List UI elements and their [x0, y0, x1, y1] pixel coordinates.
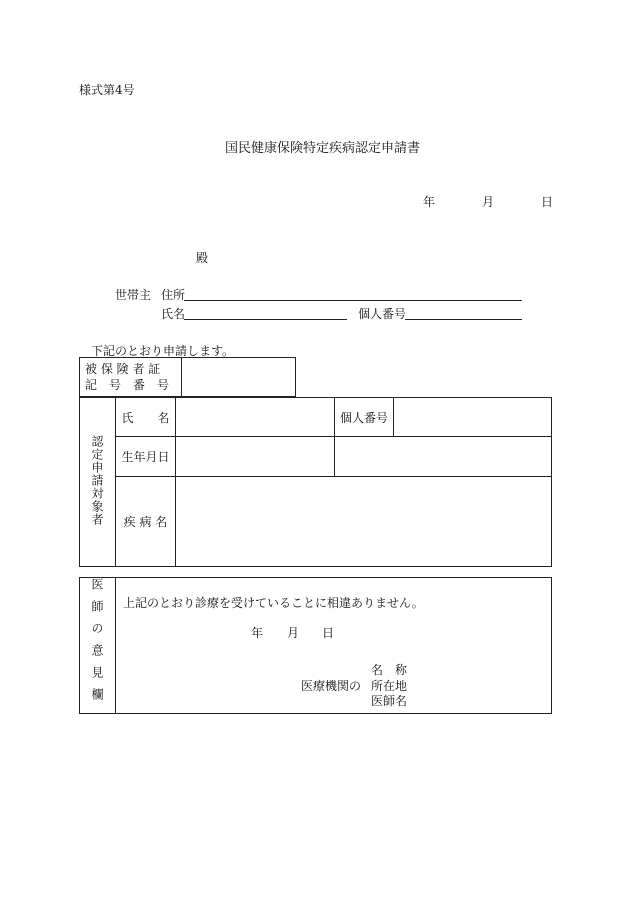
- date-month-label: 月: [482, 195, 495, 209]
- insurance-card-label-line1: 被 保 険 者 証: [85, 362, 161, 376]
- insurance-card-number-field[interactable]: [182, 358, 296, 397]
- insurance-card-label-line2: 記 号 番 号: [85, 378, 170, 392]
- applicant-birthdate-blank-cell: [335, 437, 552, 477]
- institution-name-label: 名 称: [371, 663, 408, 677]
- applicant-personal-number-label: 個人番号: [335, 398, 394, 437]
- applicant-personal-number-field[interactable]: [394, 398, 552, 437]
- form-number: 様式第4号: [79, 83, 135, 97]
- insurance-card-number-value: [182, 370, 187, 384]
- applicant-personal-number-value: [394, 410, 399, 424]
- applicant-birthdate-value: [176, 450, 181, 464]
- householder-personal-number-label: 個人番号: [358, 307, 407, 321]
- householder-name-label: 氏名: [161, 307, 186, 321]
- intro-text: 下記のとおり申請します。: [91, 344, 235, 358]
- applicant-birthdate-label: 生年月日: [116, 437, 176, 477]
- addressee-suffix: 殿: [196, 251, 209, 265]
- doctor-date-year-label: 年: [251, 626, 264, 640]
- applicant-name-value: [176, 410, 181, 424]
- householder-personal-number-field[interactable]: [405, 319, 522, 320]
- doctor-date-month-label: 月: [287, 626, 300, 640]
- institution-prefix: 医療機関の: [301, 679, 362, 693]
- applicant-birthdate-field[interactable]: [176, 437, 335, 477]
- applicant-disease-value: [176, 515, 181, 529]
- physician-name-label: 医師名: [371, 694, 408, 708]
- doctor-statement: 上記のとおり診療を受けていることに相違ありません。: [123, 596, 424, 610]
- applicant-disease-label: 疾 病 名: [116, 477, 176, 567]
- applicant-name-field[interactable]: [176, 398, 335, 437]
- doctor-section-label: 医師の意見欄: [80, 578, 116, 714]
- date-day-label: 日: [541, 195, 554, 209]
- date-year-label: 年: [423, 195, 436, 209]
- insurance-card-table: [79, 357, 296, 397]
- page-title: 国民健康保険特定疾病認定申請書: [225, 141, 421, 156]
- applicant-section-label: 認定申請対象者: [80, 398, 116, 567]
- insurance-card-label: [80, 358, 182, 397]
- doctor-date-day-label: 日: [322, 626, 335, 640]
- householder-label: 世帯主: [115, 288, 152, 302]
- householder-address-field[interactable]: [184, 300, 522, 301]
- institution-address-label: 所在地: [371, 679, 408, 693]
- applicant-disease-field[interactable]: [176, 477, 552, 567]
- applicant-table: [79, 397, 552, 567]
- householder-address-label: 住所: [161, 288, 186, 302]
- applicant-name-label: 氏 名: [116, 398, 176, 437]
- householder-name-field[interactable]: [184, 319, 347, 320]
